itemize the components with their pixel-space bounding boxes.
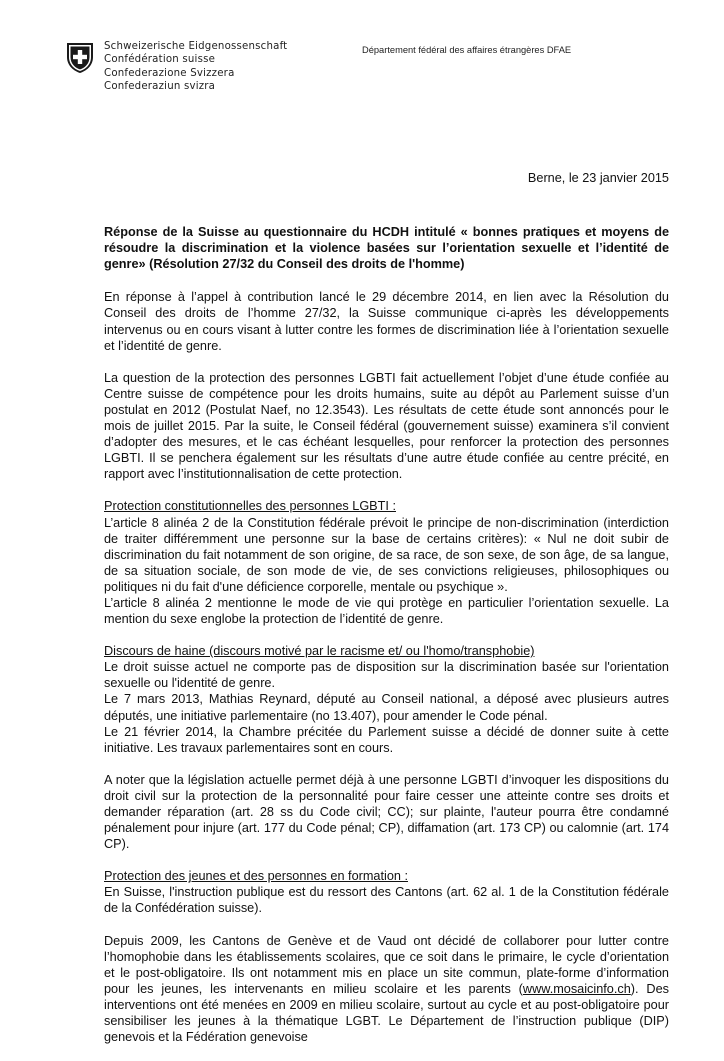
- section-heading: Protection des jeunes et des personnes en formation :: [104, 869, 408, 884]
- mosaicinfo-link[interactable]: www.mosaicinfo.ch: [522, 981, 631, 996]
- section-paragraph: L’article 8 alinéa 2 de la Constitution fédérale prévoit le principe de non-discrimination (interdiction de traiter différemment une personne sur la base de certains critères): « Nul ne doit subir de discrimination du fait notamment de son origine, de sa race, de son sexe, de son âge, de sa langue, de sa situation sociale, de son mode de vie, de ses convictions religieuses, philosophiques ou politiques ni du fait d'une déficience corporelle, mentale ou psychique ».: [104, 515, 669, 594]
- intro-paragraph: En réponse à l’appel à contribution lancé le 29 décembre 2014, en lien avec la Résolution du Conseil des droits de l’homme 27/32, la Suisse communique ci-après les développements intervenus ou en cours visant à lutter contre les formes de discrimination liée à l’orientation sexuelle et l’identité de genre.: [104, 290, 669, 353]
- confederation-line: Schweizerische Eidgenossenschaft: [104, 41, 288, 52]
- confederation-name-block: [104, 40, 287, 93]
- section-youth: [104, 868, 669, 916]
- section-paragraph: Le 21 février 2014, la Chambre précitée du Parlement suisse a décidé de donner suite à cette initiative. Les travaux parlementaires sont en cours.: [104, 724, 669, 755]
- section-heading: Discours de haine (discours motivé par le racisme et/ ou l'homo/transphobie): [104, 644, 535, 659]
- confederation-line: Confederazione Svizzera: [104, 67, 235, 79]
- section-heading: Protection constitutionnelles des personnes LGBTI :: [104, 499, 396, 514]
- legislation-paragraph: A noter que la législation actuelle permet déjà à une personne LGBTI d’invoquer les dispositions du droit civil sur la protection de la personnalité pour faire cesser une atteinte contre ses droits et demander réparation (art. 28 ss du Code civil; CC); sur plainte, l'auteur pourra être condamné pénalement pour injure (art. 177 du Code pénal; CP), diffamation (art. 173 CP) ou calomnie (art. 174 CP).: [104, 772, 669, 852]
- section-constitution: [104, 498, 669, 627]
- intro-paragraph: La question de la protection des personnes LGBTI fait actuellement l’objet d’une étude confiée au Centre suisse de compétence pour les droits humains, suite au dépôt au Parlement suisse d’un postulat en 2012 (Postulat Naef, no 12.3543). Les résultats de cette étude sont annoncés pour le mois de juillet 2015. Par la suite, le Conseil fédéral (gouvernement suisse) examinera s’il convient d’adopter des mesures, et le cas échéant lesquelles, pour renforcer la protection des personnes LGBTI. Il se penchera également sur les résultats d’une autre étude confiée au centre précité, en rapport avec l’institutionnalisation de cette protection.: [104, 370, 669, 482]
- closing-paragraph: [104, 933, 669, 1046]
- section-paragraph: Le 7 mars 2013, Mathias Reynard, député au Conseil national, a déposé avec plusieurs autres députés, une initiative parlementaire (no 13.407), pour amender le Code pénal.: [104, 692, 669, 723]
- swiss-coat-of-arms-icon: [64, 42, 96, 74]
- confederation-line: Confederaziun svizra: [104, 80, 216, 92]
- closing-text: ). Des interventions ont été menées en 2009 en milieu scolaire, surtout au cycle et au post-obligatoire pour sensibiliser les jeunes à la thématique LGBT. Le Département de l’instruction publique (DIP) genevois et la Fédération genevoise: [104, 981, 669, 1045]
- letter-title: Réponse de la Suisse au questionnaire du HCDH intitulé « bonnes pratiques et moyens de résoudre la discrimination et la violence basées sur l’orientation sexuelle et l’identité de genre» (Résolution 27/32 du Conseil des droits de l'homme): [104, 225, 669, 272]
- closing-text: Depuis 2009, les Cantons de Genève et de Vaud ont décidé de collaborer pour lutter contre l’homophobie dans les établissements scolaires, que ce soit dans le primaire, le cycle d’orientation et le post-obligatoire. Ils ont notamment mis en place un site commun, plate-forme d’information pour les jeunes, les intervenants en milieu scolaire et les parents (: [104, 933, 669, 996]
- letter-body: [104, 170, 669, 1061]
- section-hate-speech: [104, 643, 669, 756]
- confederation-line: Confédération suisse: [104, 54, 216, 66]
- section-paragraph: Le droit suisse actuel ne comporte pas de disposition sur la discrimination basée sur l'orientation sexuelle ou l'identité de genre.: [104, 660, 669, 691]
- letter-date: Berne, le 23 janvier 2015: [527, 171, 669, 185]
- section-paragraph: L’article 8 alinéa 2 mentionne le mode de vie qui protège en particulier l’orientation sexuelle. La mention du sexe englobe la protection de l’identité de genre.: [104, 595, 669, 627]
- section-paragraph: En Suisse, l'instruction publique est du ressort des Cantons (art. 62 al. 1 de la Constitution fédérale de la Confédération suisse).: [104, 885, 669, 916]
- department-name: Département fédéral des affaires étrangères DFAE: [362, 45, 572, 55]
